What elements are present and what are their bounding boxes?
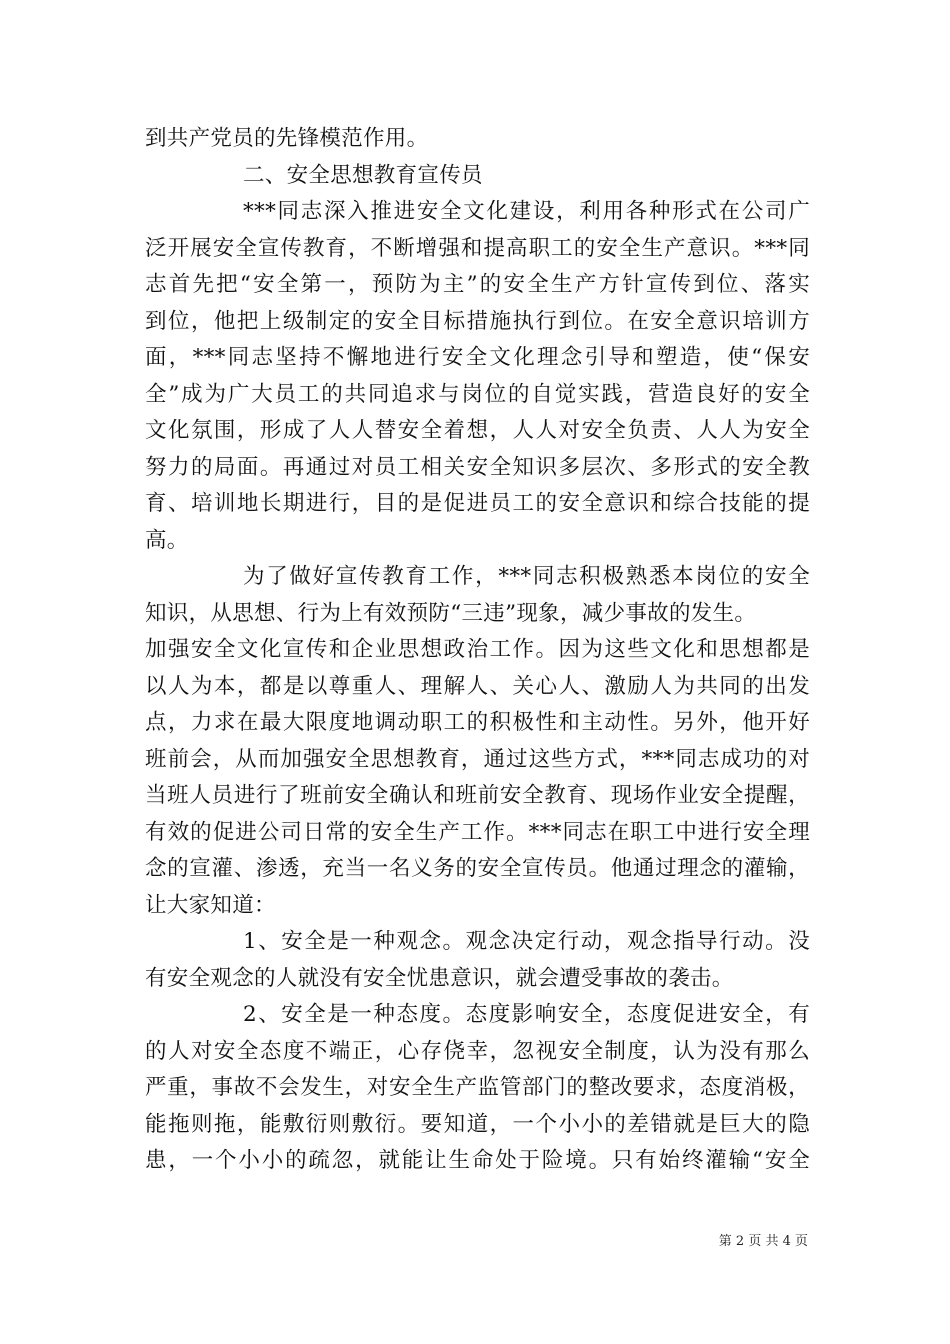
list-item-text: 1、安全是一种观念。观念决定行动，观念指导行动。没: [243, 929, 810, 954]
text-line: 当班人员进行了班前安全确认和班前安全教育、现场作业安全提醒，: [145, 783, 810, 808]
list-item-text: 患，一个小小的疏忽，就能让生命处于险境。只有始终灌输“安全: [145, 1148, 810, 1173]
text-line: 到共产党员的先锋模范作用。: [145, 126, 429, 151]
text-line: 高。: [145, 527, 189, 553]
list-item-text: 2、安全是一种态度。态度影响安全，态度促进安全，有: [243, 1002, 810, 1027]
text-line: 努力的局面。再通过对员工相关安全知识多层次、多形式的安全教: [145, 454, 810, 480]
text-line: 面，***同志坚持不懈地进行安全文化理念引导和塑造，使“保安: [145, 345, 810, 370]
text-line: 班前会，从而加强安全思想教育，通过这些方式，***同志成功的对: [145, 746, 810, 772]
document-body: [145, 121, 810, 1180]
text-line: 让大家知道：: [145, 892, 276, 918]
list-item-text: 的人对安全态度不端正，心存侥幸，忽视安全制度，认为没有那么: [145, 1038, 810, 1064]
text-line: 念的宣灌、渗透，充当一名义务的安全宣传员。他通过理念的灌输，: [145, 856, 810, 881]
text-line: ***同志深入推进安全文化建设，利用各种形式在公司广: [243, 199, 810, 224]
text-line: 到位，他把上级制定的安全目标措施执行到位。在安全意识培训方: [145, 308, 810, 334]
list-item-text: 能拖则拖，能敷衍则敷衍。要知道，一个小小的差错就是巨大的隐: [145, 1111, 810, 1137]
page-number: 第 2 页 共 4 页: [718, 1234, 808, 1249]
section-heading: 二、安全思想教育宣传员: [243, 162, 483, 188]
text-line: 文化氛围，形成了人人替安全着想，人人对安全负责、人人为安全: [145, 418, 810, 443]
text-line: 泛开展安全宣传教育，不断增强和提高职工的安全生产意识。***同: [145, 235, 810, 261]
text-line: 以人为本，都是以尊重人、理解人、关心人、激励人为共同的出发: [145, 673, 810, 699]
text-line: 加强安全文化宣传和企业思想政治工作。因为这些文化和思想都是: [145, 637, 810, 662]
text-line: 志首先把“安全第一，预防为主”的安全生产方针宣传到位、落实: [145, 272, 810, 297]
text-line: 全”成为广大员工的共同追求与岗位的自觉实践，营造良好的安全: [145, 381, 810, 407]
list-item-text: 严重，事故不会发生，对安全生产监管部门的整改要求，态度消极，: [145, 1075, 810, 1100]
text-line: 知识，从思想、行为上有效预防“三违”现象，减少事故的发生。: [145, 600, 757, 626]
text-line: 有效的促进公司日常的安全生产工作。***同志在职工中进行安全理: [145, 819, 810, 845]
list-item-text: 有安全观念的人就没有安全忧患意识，就会遭受事故的袭击。: [145, 965, 734, 991]
text-line: 点，力求在最大限度地调动职工的积极性和主动性。另外，他开好: [145, 710, 810, 735]
text-line: 为了做好宣传教育工作，***同志积极熟悉本岗位的安全: [243, 564, 810, 589]
text-line: 育、培训地长期进行，目的是促进员工的安全意识和综合技能的提: [145, 491, 810, 516]
